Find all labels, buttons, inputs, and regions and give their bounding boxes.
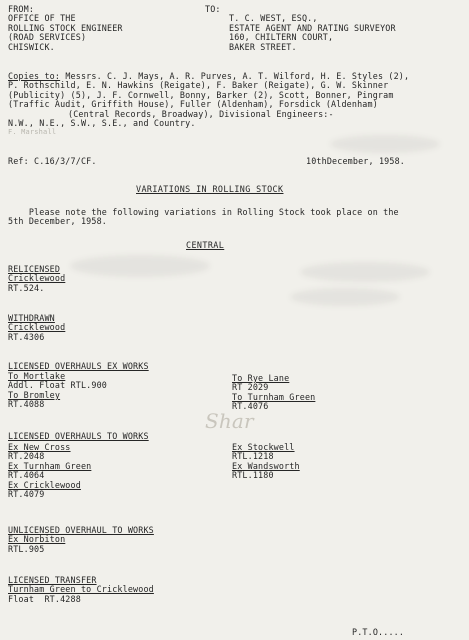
vehicle-number: RT.4306 [8,331,45,342]
garage-name: Ex Norbiton [8,534,66,545]
overhauls-to-works-left [8,443,91,499]
garage-name: Cricklewood [8,273,66,284]
copies-line: Messrs. C. J. Mays, A. R. Purves, A. T. Wilford, H. E. Styles (2), [65,71,410,81]
vehicle-number: RT.2048 [8,451,45,462]
show-through-mark [300,262,430,282]
section-licensed-transfer [8,576,154,604]
overhauls-ex-works-right [232,374,315,412]
to-line: ESTATE AGENT AND RATING SURVEYOR [229,22,396,33]
copies-line: (Central Records, Broadway), Divisional Engineers:- [68,108,334,119]
page-turn-note: P.T.O..... [352,627,405,637]
vehicle-number: Addl. Float RTL.900 [8,380,107,391]
margin-note: F. Marshall [8,128,57,136]
section-unlicensed-overhaul [8,526,154,554]
vehicle-number: RT.4088 [8,399,45,410]
copies-line: P. Rothschild, E. N. Hawkins (Reigate), F. Baker (Reigate), G. W. Skinner [8,80,389,91]
to-line: 160, CHILTERN COURT, [229,32,334,43]
transfer-route: Turnham Green to Cricklewood [8,584,154,595]
from-block [8,5,123,52]
garage-name: Ex Turnham Green [8,460,92,471]
vehicle-number: RTL.1218 [232,451,274,462]
from-line: ROLLING STOCK ENGINEER [8,22,123,33]
to-block [205,5,396,52]
garage-name: Cricklewood [8,322,66,333]
section-heading: LICENSED TRANSFER [8,575,97,585]
show-through-mark [290,288,400,306]
reference-number: Ref: C.16/3/7/CF. [8,156,97,166]
to-line: BAKER STREET. [229,41,297,52]
section-heading-overhauls-to-works: LICENSED OVERHAULS TO WORKS [8,431,149,441]
vehicle-number: Float RT.4288 [8,593,81,604]
overhauls-to-works-right [232,443,300,481]
section-relicensed [8,265,65,293]
overhauls-ex-works-left [8,372,107,410]
from-line: OFFICE OF THE [8,13,76,24]
to-line: T. C. WEST, ESQ., [229,13,318,24]
garage-name: To Bromley [8,389,61,400]
to-label: TO: [205,4,221,14]
vehicle-number: RTL.1180 [232,470,274,481]
copies-to-block [8,72,409,128]
garage-name: Ex Wandsworth [232,460,300,471]
intro-line: Please note the following variations in Rolling Stock took place on the [8,207,399,217]
garage-name: To Mortlake [8,371,66,381]
document-title: VARIATIONS IN ROLLING STOCK [136,184,284,194]
region-heading: CENTRAL [186,240,225,250]
section-heading: UNLICENSED OVERHAUL TO WORKS [8,525,154,535]
garage-name: To Rye Lane [232,373,290,383]
section-heading: WITHDRAWN [8,313,55,323]
faint-stamp-mark: Shar [205,409,254,433]
from-label: FROM: [8,4,35,14]
intro-line: 5th December, 1958. [8,216,107,227]
from-line: (ROAD SERVICES) [8,32,87,43]
show-through-mark [330,135,440,153]
from-line: CHISWICK. [8,41,55,52]
section-heading-overhauls-ex-works: LICENSED OVERHAULS EX WORKS [8,361,149,371]
copies-line: N.W., N.E., S.W., S.E., and Country. [8,118,196,129]
garage-name: Ex Cricklewood [8,479,81,490]
vehicle-number: RT.4079 [8,489,45,500]
copies-line: (Traffic Audit, Griffith House), Fuller (Aldenham), Forsdick (Aldenham) [8,99,378,110]
vehicle-number: RT 2029 [232,382,269,393]
copies-line: (Publicity) (5), J. F. Cornwell, Bonny, Barker (2), Scott, Bonner, Pingram [8,89,394,100]
document-date: 10thDecember, 1958. [306,156,405,166]
garage-name: To Turnham Green [232,391,316,402]
section-heading: RELICENSED [8,264,61,274]
intro-paragraph [8,208,399,227]
vehicle-number: RT.524. [8,282,45,293]
garage-name: Ex New Cross [8,442,71,452]
copies-label: Copies to: [8,71,61,81]
vehicle-number: RT.4076 [232,401,269,412]
garage-name: Ex Stockwell [232,442,295,452]
show-through-mark [70,255,210,277]
vehicle-number: RTL.905 [8,543,45,554]
vehicle-number: RT.4064 [8,470,45,481]
section-withdrawn [8,314,65,342]
